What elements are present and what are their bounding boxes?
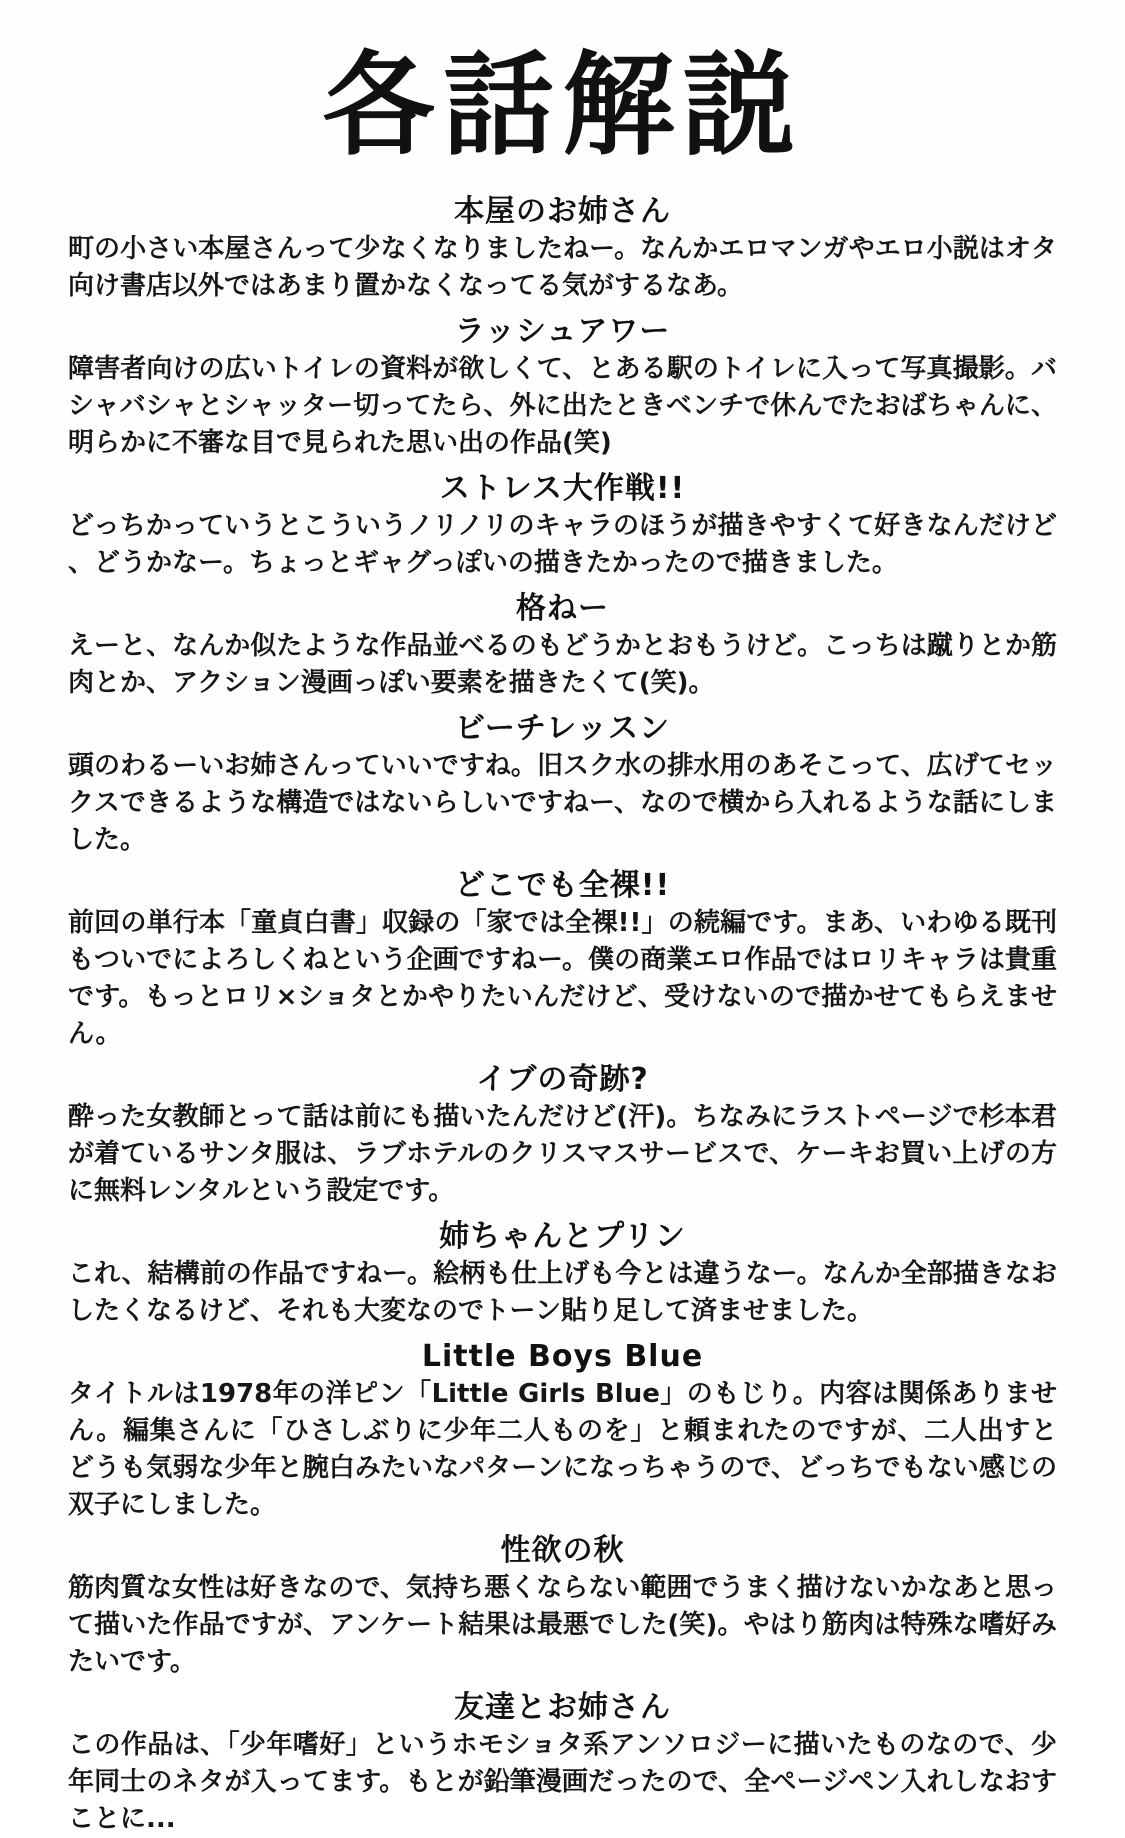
- section-body: 前回の単行本「童貞白書」収録の「家では全裸!!」の続編です。まあ、いわゆる既刊もついでによろしくねという企画ですねー。僕の商業エロ作品ではロリキャラは貴重です。もっとロリ×ショタとかやりたいんだけど、受けないので描かせてもらえません。: [68, 907, 1057, 1049]
- section-heading: Little Boys Blue: [421, 1338, 704, 1374]
- section-heading: ビーチレッスン: [455, 710, 670, 746]
- section-heading: 性欲の秋: [500, 1532, 625, 1568]
- section-heading: ラッシュアワー: [454, 313, 671, 349]
- section-body: 障害者向けの広いトイレの資料が欲しくて、とある駅のトイレに入って写真撮影。バシャバシャとシャッター切ってたら、外に出たときベンチで休んでたおばちゃんに、明らかに不審な目で見られた思い出の作品(笑): [68, 353, 1057, 458]
- section-heading: イブの奇跡?: [476, 1061, 649, 1097]
- commentary-section: [68, 1062, 1057, 1210]
- section-heading: ストレス大作戦!!: [439, 470, 686, 506]
- commentary-section: [68, 711, 1057, 859]
- commentary-section: [68, 591, 1057, 702]
- section-heading: どこでも全裸!!: [454, 867, 671, 903]
- section-body: 筋肉質な女性は好きなので、気持ち悪くならない範囲でうまく描けないかなあと思って描いた作品ですが、アンケート結果は最悪でした(笑)。やはり筋肉は特殊な嗜好みたいです。: [68, 1572, 1057, 1677]
- commentary-section: [68, 1690, 1057, 1838]
- section-heading: 友達とお姉さん: [454, 1689, 671, 1725]
- section-body: 頭のわるーいお姉さんっていいですね。旧スク水の排水用のあそこって、広げてセックスできるような構造ではないらしいですねー、なので横から入れるような話にしました。: [68, 750, 1057, 855]
- commentary-section: [68, 1219, 1057, 1330]
- section-body: タイトルは1978年の洋ピン「Little Girls Blue」のもじり。内容は関係ありません。編集さんに「ひさしぶりに少年二人ものを」と頼まれたのですが、二人出すとどうも気弱な少年と腕白みたいなパターンになっちゃうので、どっちでもない感じの双子にしました。: [68, 1378, 1057, 1520]
- section-body: これ、結構前の作品ですねー。絵柄も仕上げも今とは違うなー。なんか全部描きなおしたくなるけど、それも大変なのでトーン貼り足して済ませました。: [68, 1258, 1057, 1326]
- commentary-section: [68, 471, 1057, 582]
- commentary-section: [68, 868, 1057, 1053]
- sections: [68, 194, 1057, 1838]
- section-body: どっちかっていうとこういうノリノリのキャラのほうが描きやすくて好きなんだけど、どうかなー。ちょっとギャグっぽいの描きたかったので描きました。: [68, 510, 1057, 578]
- page-title: 各話解説: [322, 41, 803, 171]
- commentary-section: [68, 1533, 1057, 1681]
- commentary-section: [68, 194, 1057, 305]
- section-heading: 本屋のお姉さん: [454, 193, 671, 229]
- section-body: 酔った女教師とって話は前にも描いたんだけど(汗)。ちなみにラストページで杉本君が着ているサンタ服は、ラブホテルのクリスマスサービスで、ケーキお買い上げの方に無料レンタルという設定です。: [68, 1101, 1057, 1206]
- section-heading: 格ねー: [516, 590, 609, 626]
- section-heading: 姉ちゃんとプリン: [439, 1218, 686, 1254]
- section-body: 町の小さい本屋さんって少なくなりましたねー。なんかエロマンガやエロ小説はオタ向け書店以外ではあまり置かなくなってる気がするなあ。: [68, 233, 1057, 301]
- section-body: この作品は、「少年嗜好」というホモショタ系アンソロジーに描いたものなので、少年同士のネタが入ってます。もとが鉛筆漫画だったので、全ページペン入れしなおすことに...: [68, 1729, 1057, 1834]
- commentary-section: [68, 1339, 1057, 1524]
- commentary-section: [68, 314, 1057, 462]
- section-body: えーと、なんか似たような作品並べるのもどうかとおもうけど。こっちは蹴りとか筋肉とか、アクション漫画っぽい要素を描きたくて(笑)。: [68, 630, 1057, 698]
